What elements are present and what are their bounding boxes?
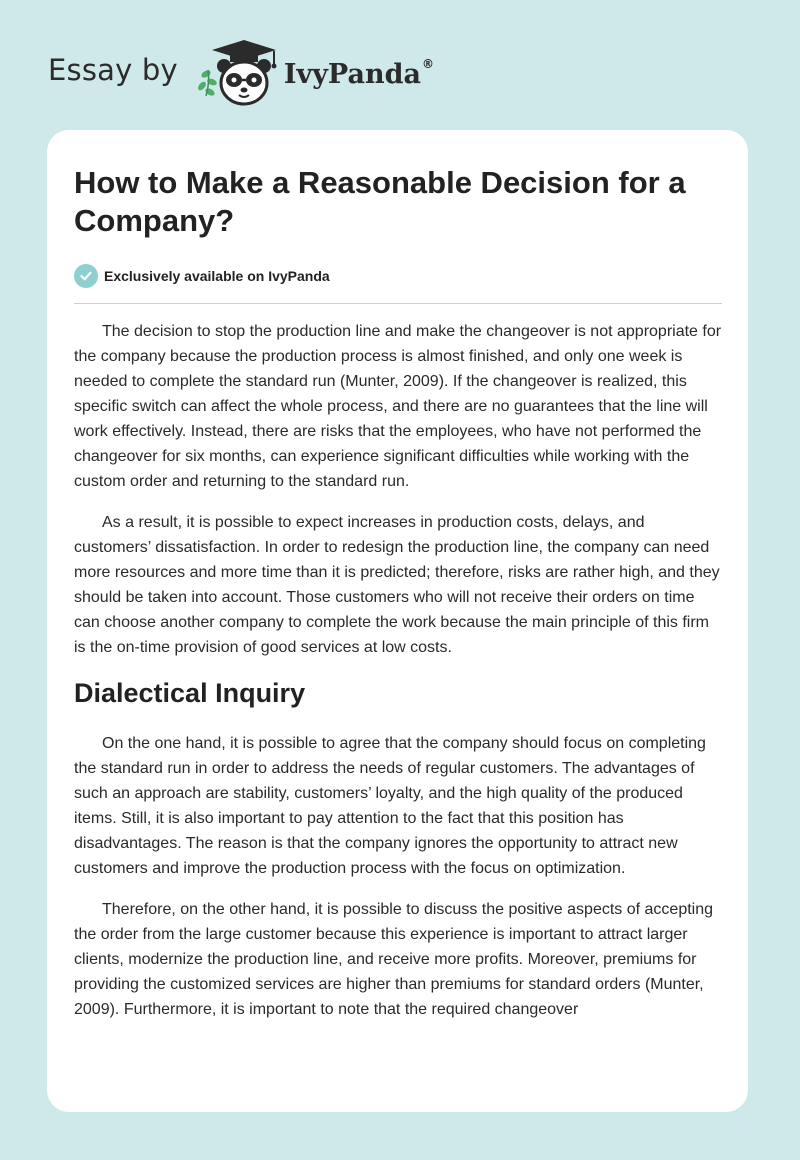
page-title: How to Make a Reasonable Decision for a Company? xyxy=(74,165,686,238)
site-header xyxy=(48,36,434,108)
brand-name[interactable]: IvyPanda xyxy=(283,58,421,90)
paragraph: Therefore, on the other hand, it is possible to discuss the positive aspects of accepting the order from the large customer because this experience is important to attract larger clients, modernize the production line, and receive more profits. Moreover, premiums for providing the customized services are higher than premiums for standard orders (Munter, 2009). Furthermore, it is important to note that the required changeover xyxy=(74,901,714,1018)
exclusive-badge-label: Exclusively available on IvyPanda xyxy=(104,268,330,284)
paragraph: The decision to stop the production line and make the changeover is not appropriate for the company because the production process is almost finished, and only one week is needed to complete the standard run (Munter, 2009). If the changeover is realized, this specific switch can affect the whole process, and there are no guarantees that the line will work effectively. Instead, there are risks that the employees, who have not performed the changeover for six months, can experience significant difficulties while working with the custom order and returning to the standard run. xyxy=(74,323,722,490)
section-heading: Dialectical Inquiry xyxy=(74,678,306,708)
paragraph: On the one hand, it is possible to agree that the company should focus on completing the standard run in order to address the needs of regular customers. The advantages of such an approach are stability, customers’ loyalty, and the high quality of the produced items. Still, it is also important to pay attention to the fact that this position has disadvantages. The reason is that the company ignores the opportunity to attract new customers and improve the production process with the focus on optimization. xyxy=(74,735,706,877)
essay-body xyxy=(74,319,722,1038)
registered-mark: ® xyxy=(421,57,434,71)
panda-logo-icon[interactable] xyxy=(194,36,282,108)
exclusive-badge xyxy=(74,264,330,288)
title-divider xyxy=(74,303,722,304)
paragraph: As a result, it is possible to expect increases in production costs, delays, and customers’ dissatisfaction. In order to redesign the production line, the company can need more resources and more time than it is predicted; therefore, risks are rather high, and they should be taken into account. Those customers who will not receive their orders on time can choose another company to complete the work because the main principle of this firm is the on-time provision of good services at low costs. xyxy=(74,514,720,656)
essay-by-label: Essay by xyxy=(48,53,178,87)
essay-card xyxy=(47,130,748,1112)
check-icon xyxy=(74,264,98,288)
